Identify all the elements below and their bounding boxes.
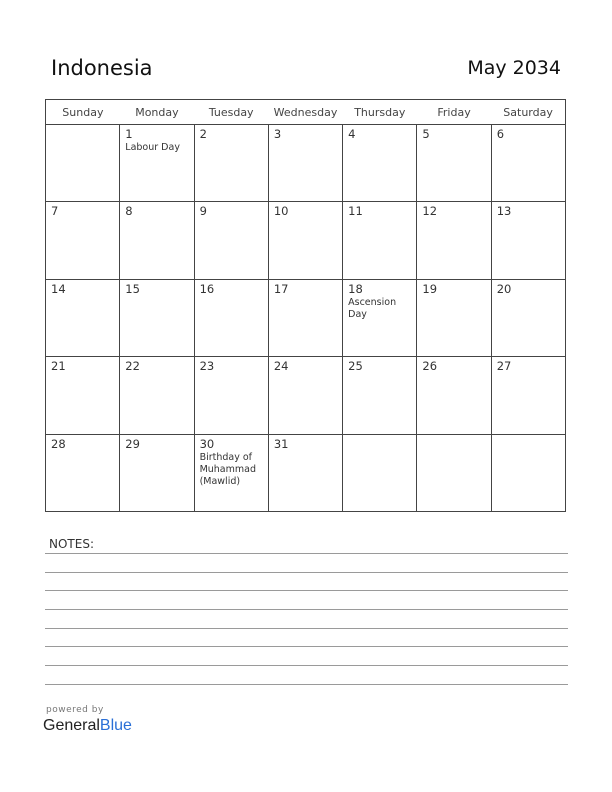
brand-logo [43, 717, 132, 735]
day-cell [46, 434, 120, 511]
powered-by-text: powered by [46, 705, 104, 715]
week-row [46, 125, 566, 202]
brand-logo-part2: Blue [99, 717, 132, 734]
weekday-saturday: Saturday [491, 100, 565, 125]
empty-day-cell [343, 434, 417, 511]
day-number: 4 [348, 127, 356, 141]
country-title: Indonesia [51, 56, 153, 80]
day-number: 1 [125, 127, 133, 141]
day-cell [417, 279, 491, 356]
note-line [45, 590, 568, 591]
day-number: 25 [348, 359, 363, 374]
calendar-grid [45, 99, 566, 512]
day-number: 29 [125, 436, 140, 451]
day-number: 11 [348, 204, 363, 219]
empty-day-cell [46, 125, 120, 202]
brand-logo-part1: General [43, 717, 100, 734]
day-cell [194, 357, 268, 434]
day-number: 24 [273, 359, 289, 374]
day-cell [120, 202, 194, 279]
day-number: 8 [125, 204, 133, 219]
weekday-wednesday: Wednesday [268, 100, 342, 125]
day-cell [343, 125, 417, 202]
day-cell [120, 357, 194, 434]
week-row [46, 279, 566, 356]
day-number: 6 [496, 127, 505, 141]
weekday-sunday: Sunday [46, 100, 120, 125]
day-number: 22 [125, 359, 140, 374]
day-number: 19 [422, 281, 438, 296]
day-cell [194, 434, 268, 511]
day-number: 28 [51, 436, 66, 451]
week-row [46, 434, 566, 511]
note-line [45, 609, 568, 610]
note-line [45, 572, 568, 573]
day-cell [120, 434, 194, 511]
month-year-title: May 2034 [467, 57, 561, 79]
week-row [46, 202, 566, 279]
day-number: 7 [51, 204, 59, 219]
day-number: 18 [348, 281, 363, 296]
weekday-friday: Friday [417, 100, 491, 125]
note-line [45, 665, 568, 666]
empty-day-cell [417, 434, 491, 511]
day-cell [268, 357, 342, 434]
day-number: 5 [422, 127, 430, 141]
day-cell [46, 279, 120, 356]
holiday-label: Birthday of Muhammad (Mawlid) [199, 451, 256, 487]
day-number: 2 [199, 127, 207, 141]
day-cell [491, 202, 565, 279]
day-number: 21 [51, 359, 66, 374]
weekday-thursday: Thursday [343, 100, 417, 125]
day-cell [268, 434, 342, 511]
day-cell [491, 125, 565, 202]
day-cell [268, 125, 342, 202]
empty-day-cell [491, 434, 565, 511]
day-number: 14 [51, 281, 66, 296]
note-line [45, 553, 568, 554]
day-cell [417, 202, 491, 279]
weekday-tuesday: Tuesday [194, 100, 268, 125]
day-cell [120, 125, 194, 202]
day-number: 17 [273, 281, 289, 296]
day-number: 27 [496, 359, 512, 374]
day-cell [268, 279, 342, 356]
day-cell [46, 357, 120, 434]
day-cell [194, 202, 268, 279]
day-cell [417, 357, 491, 434]
day-cell [268, 202, 342, 279]
weekday-header-row [46, 100, 566, 125]
day-number: 10 [273, 204, 289, 219]
day-number: 9 [199, 204, 207, 219]
day-number: 23 [199, 359, 215, 374]
day-cell [194, 125, 268, 202]
day-number: 20 [496, 281, 512, 296]
day-number: 30 [199, 436, 215, 451]
day-number: 15 [125, 281, 140, 296]
notes-label: NOTES: [49, 537, 94, 551]
day-number: 26 [422, 359, 438, 374]
day-cell [343, 279, 417, 356]
day-cell [194, 279, 268, 356]
day-number: 31 [273, 436, 289, 451]
day-cell [343, 202, 417, 279]
note-line [45, 646, 568, 647]
weekday-monday: Monday [120, 100, 194, 125]
day-cell [120, 279, 194, 356]
holiday-label: Labour Day [125, 142, 180, 153]
day-cell [491, 357, 565, 434]
day-cell [417, 125, 491, 202]
day-cell [491, 279, 565, 356]
day-cell [343, 357, 417, 434]
day-number: 16 [199, 281, 215, 296]
note-line [45, 628, 568, 629]
day-number: 12 [422, 204, 438, 219]
day-number: 3 [273, 127, 282, 141]
day-cell [46, 202, 120, 279]
holiday-label: Ascension Day [348, 296, 397, 320]
week-row [46, 357, 566, 434]
day-number: 13 [496, 204, 512, 219]
note-line [45, 684, 568, 685]
